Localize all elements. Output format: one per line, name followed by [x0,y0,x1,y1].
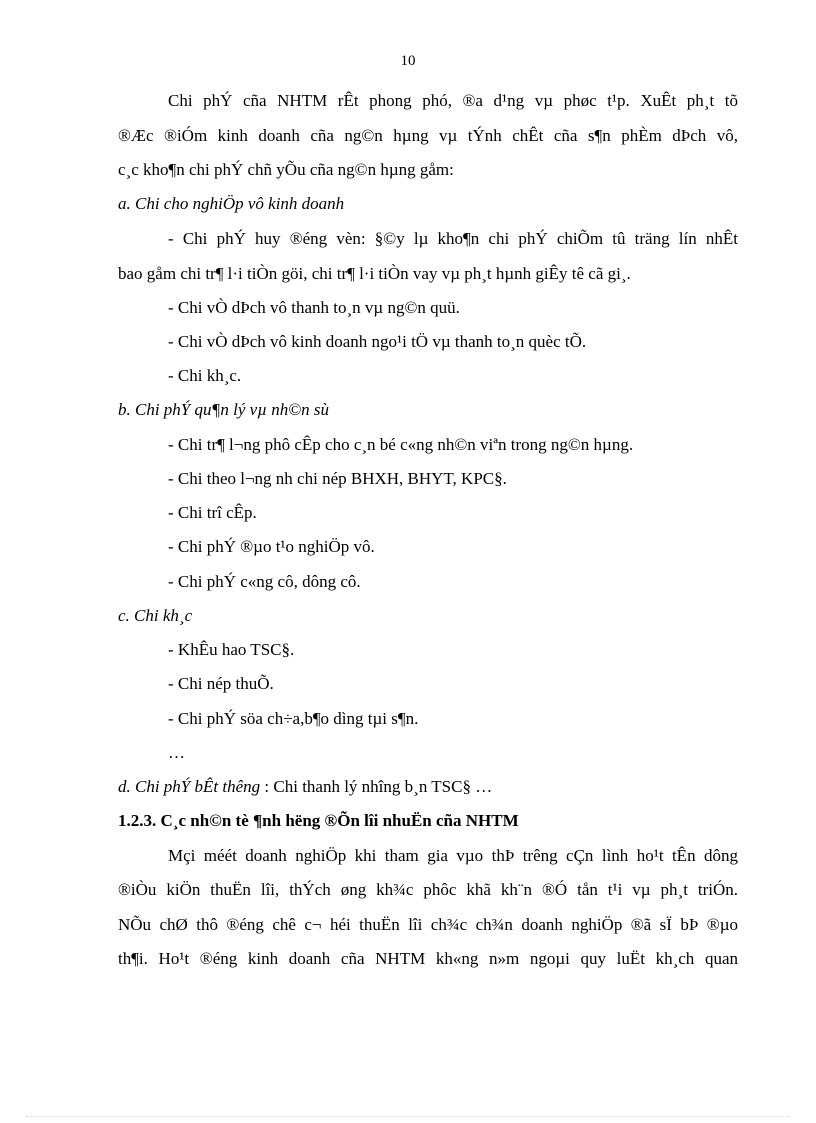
section-a-item-3: - Chi vÒ dÞch vô kinh doanh ngo¹i tÖ vµ thanh to¸n quèc tÕ. [168,332,587,351]
section-123-line-3: NÕu chØ thô ®éng chê c¬ héi thuËn lîi ch¾c ch¾n doanh nghiÖp ®ã sÏ bÞ ®µo [118,915,738,934]
section-c-ellipsis: … [168,743,185,762]
section-b-item-2: - Chi theo l¬ng nh chi nép BHXH, BHYT, KPC§. [168,469,507,488]
section-c-item-2: - Chi nép thuÕ. [168,674,274,693]
section-123-heading: 1.2.3. C¸c nh©n tè ¶nh hëng ®Õn lîi nhuËn cña NHTM [118,811,519,830]
section-a-item-2: - Chi vÒ dÞch vô thanh to¸n vµ ng©n quü. [168,298,460,317]
section-c-heading: c. Chi kh¸c [118,606,193,625]
section-a-item-1: - Chi phÝ huy ®éng vèn: §©y lµ kho¶n chi phÝ chiÕm tû träng lín nhÊt [168,229,738,248]
section-123-line-1: Mçi méét doanh nghiÖp khi tham gia vµo thÞ trêng cÇn lình ho¹t tÊn dông [168,846,738,865]
page-number: 10 [400,53,416,69]
section-d-line [118,777,492,797]
section-d-text: : Chi thanh lý nhîng b¸n TSC§ … [260,777,493,796]
section-c-item-3: - Chi phÝ söa ch÷a,b¶o dìng tµi s¶n. [168,709,419,728]
bottom-divider [26,1116,790,1117]
section-b-heading: b. Chi phÝ qu¶n lý vµ nh©n sù [118,400,330,419]
section-a-heading: a. Chi cho nghiÖp vô kinh doanh [118,194,345,213]
intro-line-2: ®Æc ®iÓm kinh doanh cña ng©n hµng vµ tÝnh chÊt cña s¶n phÈm dÞch vô, [118,126,738,145]
section-b-item-5: - Chi phÝ c«ng cô, dông cô. [168,572,361,591]
section-123-line-2: ®iÒu kiÖn thuËn lîi, thÝch øng kh¾c phôc khã kh¨n ®Ó tån t¹i vµ ph¸t triÓn. [118,880,738,899]
intro-line-1: Chi phÝ cña NHTM rÊt phong phó, ®a d¹ng vµ phøc t¹p. XuÊt ph¸t tõ [168,91,738,110]
intro-line-3: c¸c kho¶n chi phÝ chñ yÕu cña ng©n hµng gåm: [118,160,454,179]
section-a-item-1-cont: bao gåm chi tr¶ l·i tiÒn göi, chi tr¶ l·i tiÒn vay vµ ph¸t hµnh giÊy tê cã gi¸. [118,264,631,283]
section-b-item-1: - Chi tr¶ l¬ng phô cÊp cho c¸n bé c«ng nh©n viªn trong ng©n hµng. [168,435,634,454]
section-d-heading: d. Chi phÝ bÊt thêng [118,777,261,796]
section-b-item-4: - Chi phÝ ®µo t¹o nghiÖp vô. [168,537,375,556]
section-b-item-3: - Chi trî cÊp. [168,503,257,522]
section-a-item-4: - Chi kh¸c. [168,366,242,385]
section-123-line-4: th¶i. Ho¹t ®éng kinh doanh cña NHTM kh«ng n»m ngoµi quy luËt kh¸ch quan [118,949,738,968]
section-c-item-1: - KhÊu hao TSC§. [168,640,295,659]
